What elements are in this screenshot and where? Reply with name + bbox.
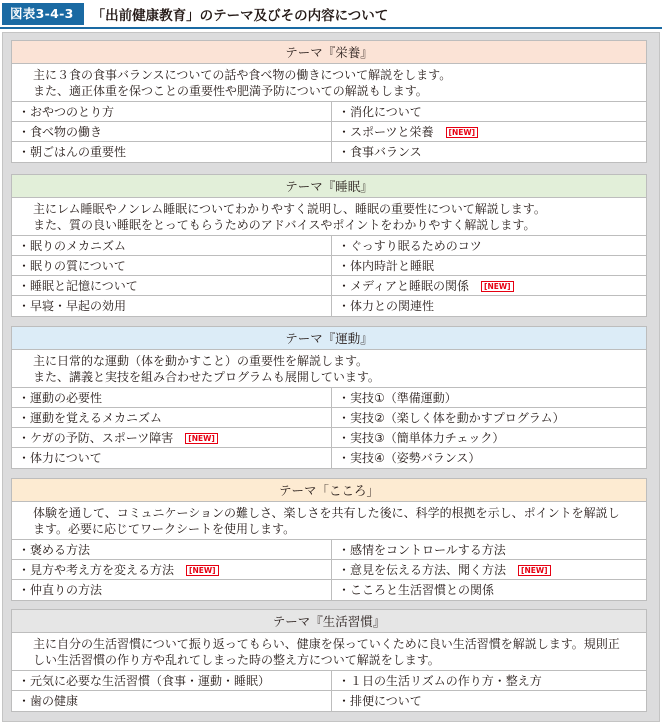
theme-section-mind bbox=[11, 478, 647, 601]
topic-label: ・消化について bbox=[338, 105, 422, 119]
description-line: また、適正体重を保つことの重要性や肥満予防についての解説もします。 bbox=[33, 84, 428, 98]
topic-label: ・運動の必要性 bbox=[18, 391, 103, 405]
theme-section-lifestyle bbox=[11, 609, 647, 712]
topic-item bbox=[332, 296, 646, 316]
new-badge: [NEW] bbox=[518, 565, 551, 576]
topic-label: ・睡眠と記憶について bbox=[18, 279, 138, 293]
topic-label: ・食事バランス bbox=[338, 145, 422, 159]
topic-item bbox=[12, 122, 332, 142]
topic-item bbox=[12, 388, 332, 408]
topic-label: ・メディアと睡眠の関係 bbox=[338, 279, 470, 293]
topic-label: ・１日の生活リズムの作り方・整え方 bbox=[338, 674, 542, 688]
section-title: テーマ『運動』 bbox=[12, 327, 646, 350]
topic-item bbox=[12, 102, 332, 122]
topic-label: ・眠りの質について bbox=[18, 259, 126, 273]
topic-item bbox=[332, 428, 646, 448]
figure-header bbox=[0, 0, 662, 28]
topic-item bbox=[332, 691, 646, 711]
topic-label: ・実技③（簡単体力チェック） bbox=[338, 431, 505, 445]
header-rule bbox=[0, 27, 662, 29]
topic-item bbox=[12, 448, 332, 468]
topic-item bbox=[12, 580, 332, 600]
topic-item bbox=[12, 540, 332, 560]
topic-item bbox=[332, 236, 646, 256]
description-line: 主に自分の生活習慣について振り返ってもらい、健康を保っていくために良い生活習慣を解説します。規則正 bbox=[33, 637, 620, 651]
section-description bbox=[12, 502, 646, 540]
theme-section-nutrition bbox=[11, 40, 647, 163]
topic-item bbox=[12, 142, 332, 162]
description-line: 主にレム睡眠やノンレム睡眠についてわかりやすく説明し、睡眠の重要性について解説します。 bbox=[33, 202, 546, 216]
section-description bbox=[12, 633, 646, 671]
topic-list bbox=[12, 671, 646, 711]
topic-label: ・仲直りの方法 bbox=[18, 583, 103, 597]
topic-item bbox=[332, 102, 646, 122]
topic-label: ・元気に必要な生活習慣（食事・運動・睡眠） bbox=[18, 674, 271, 688]
section-title: テーマ『生活習慣』 bbox=[12, 610, 646, 633]
topic-item bbox=[12, 428, 332, 448]
topic-item bbox=[12, 276, 332, 296]
topic-item bbox=[12, 560, 332, 580]
topic-label: ・体内時計と睡眠 bbox=[338, 259, 435, 273]
section-title: テーマ『栄養』 bbox=[12, 41, 646, 64]
section-description bbox=[12, 64, 646, 102]
topic-label: ・排便について bbox=[338, 694, 422, 708]
theme-section-sleep bbox=[11, 174, 647, 317]
topic-label: ・歯の健康 bbox=[18, 694, 79, 708]
topic-list bbox=[12, 102, 646, 162]
topic-list bbox=[12, 236, 646, 316]
description-line: 主に３食の食事バランスについての話や食べ物の働きについて解説をします。 bbox=[33, 68, 452, 82]
description-line: 体験を通して、コミュニケーションの難しさ、楽しさを共有した後に、科学的根拠を示し、ポイントを解説し bbox=[33, 506, 620, 520]
topic-item bbox=[332, 560, 646, 580]
topic-label: ・意見を伝える方法、聞く方法 bbox=[338, 563, 507, 577]
topic-item bbox=[332, 540, 646, 560]
figure-title: 「出前健康教育」のテーマ及びその内容について bbox=[91, 8, 389, 24]
topic-label: ・実技④（姿勢バランス） bbox=[338, 451, 481, 465]
figure-label: 図表3-4-3 bbox=[2, 3, 84, 25]
topic-item bbox=[332, 388, 646, 408]
topic-item bbox=[332, 256, 646, 276]
topic-list bbox=[12, 388, 646, 468]
topic-label: ・ケガの予防、スポーツ障害 bbox=[18, 431, 174, 445]
topic-label: ・眠りのメカニズム bbox=[18, 239, 127, 253]
section-title: テーマ「こころ」 bbox=[12, 479, 646, 502]
section-title: テーマ『睡眠』 bbox=[12, 175, 646, 198]
topic-item bbox=[332, 122, 646, 142]
section-description bbox=[12, 198, 646, 236]
topic-label: ・見方や考え方を変える方法 bbox=[18, 563, 175, 577]
topic-label: ・早寝・早起の効用 bbox=[18, 299, 127, 313]
description-line: また、講義と実技を組み合わせたプログラムも展開しています。 bbox=[33, 370, 380, 384]
theme-section-exercise bbox=[11, 326, 647, 469]
description-line: また、質の良い睡眠をとってもらうためのアドバイスやポイントをわかりやすく解説します。 bbox=[33, 218, 536, 232]
topic-item bbox=[12, 236, 332, 256]
topic-label: ・おやつのとり方 bbox=[18, 105, 115, 119]
topic-item bbox=[332, 580, 646, 600]
topic-label: ・体力について bbox=[18, 451, 102, 465]
topic-item bbox=[12, 691, 332, 711]
description-line: ます。必要に応じてワークシートを使用します。 bbox=[33, 522, 296, 536]
topic-item bbox=[12, 408, 332, 428]
topic-label: ・体力との関連性 bbox=[338, 299, 435, 313]
topic-label: ・スポーツと栄養 bbox=[338, 125, 434, 139]
topic-label: ・感情をコントロールする方法 bbox=[338, 543, 506, 557]
topic-item bbox=[12, 256, 332, 276]
section-description bbox=[12, 350, 646, 388]
topic-label: ・運動を覚えるメカニズム bbox=[18, 411, 163, 425]
new-badge: [NEW] bbox=[481, 281, 514, 292]
new-badge: [NEW] bbox=[185, 433, 218, 444]
topic-item bbox=[332, 408, 646, 428]
topic-label: ・ぐっすり眠るためのコツ bbox=[338, 239, 482, 253]
topic-label: ・こころと生活習慣との関係 bbox=[338, 583, 495, 597]
topic-item bbox=[12, 296, 332, 316]
topic-label: ・朝ごはんの重要性 bbox=[18, 145, 127, 159]
topic-item bbox=[332, 276, 646, 296]
topic-item bbox=[12, 671, 332, 691]
topic-item bbox=[332, 448, 646, 468]
new-badge: [NEW] bbox=[186, 565, 219, 576]
topic-label: ・食べ物の働き bbox=[18, 125, 103, 139]
topic-item bbox=[332, 671, 646, 691]
new-badge: [NEW] bbox=[446, 127, 479, 138]
topic-list bbox=[12, 540, 646, 600]
description-line: しい生活習慣の作り方や乱れてしまった時の整え方について解説をします。 bbox=[33, 653, 440, 667]
description-line: 主に日常的な運動（体を動かすこと）の重要性を解説します。 bbox=[33, 354, 369, 368]
topic-label: ・実技①（準備運動） bbox=[338, 391, 457, 405]
topic-label: ・褒める方法 bbox=[18, 543, 91, 557]
topic-label: ・実技②（楽しく体を動かすプログラム） bbox=[338, 411, 565, 425]
topic-item bbox=[332, 142, 646, 162]
